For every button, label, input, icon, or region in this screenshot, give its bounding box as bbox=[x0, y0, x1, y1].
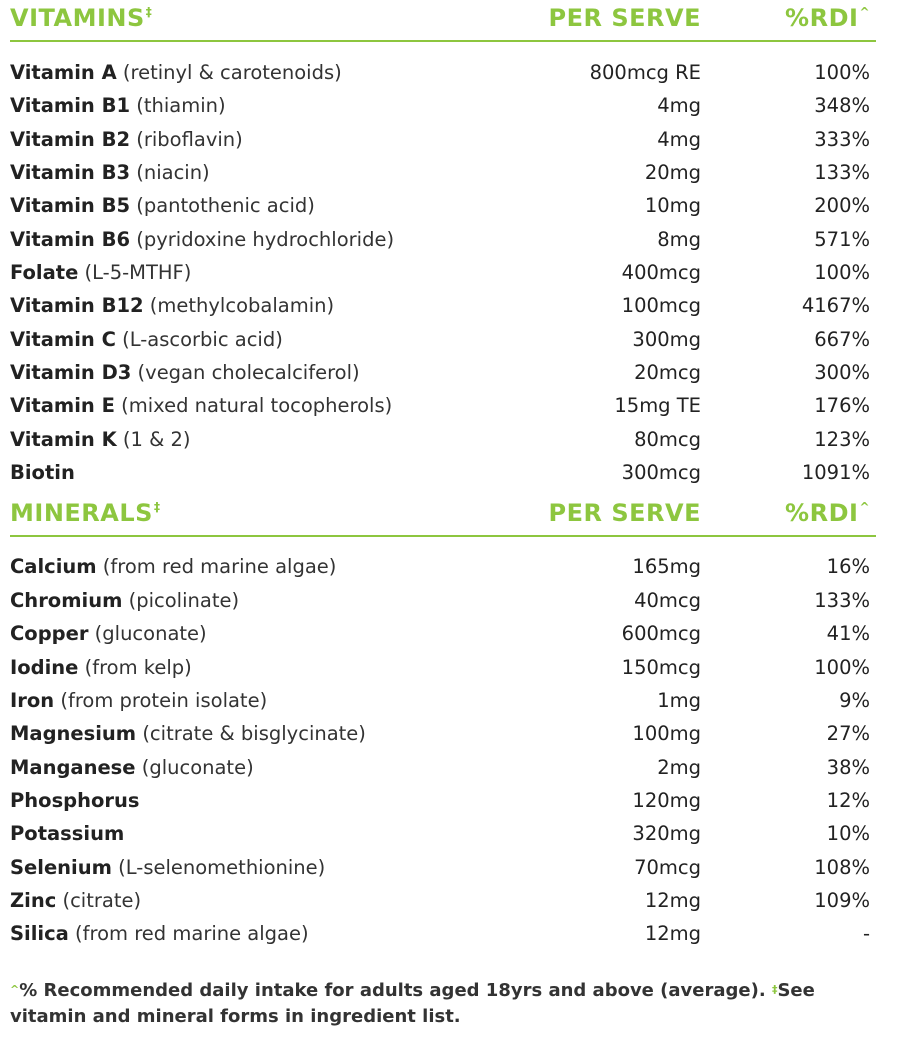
table-row bbox=[10, 389, 876, 422]
nutrient-form: (pantothenic acid) bbox=[130, 194, 315, 218]
nutrient-name bbox=[10, 784, 140, 817]
nutrient-main-name: Folate bbox=[10, 261, 79, 285]
nutrient-name bbox=[10, 851, 325, 884]
vitamins-rdi-mark: ^ bbox=[859, 5, 870, 19]
rdi-value: 100% bbox=[814, 655, 870, 679]
nutrient-form: (methylcobalamin) bbox=[143, 294, 335, 318]
table-row bbox=[10, 423, 876, 456]
per-serve-value: 20mcg bbox=[634, 361, 701, 385]
per-serve-value: 800mcg RE bbox=[589, 61, 701, 84]
nutrient-main-name: Vitamin B5 bbox=[10, 194, 131, 218]
rdi-value: 1091% bbox=[801, 461, 870, 485]
rdi-value: 9% bbox=[839, 688, 870, 712]
table-row bbox=[10, 323, 876, 356]
table-row bbox=[10, 751, 876, 784]
nutrient-name bbox=[10, 223, 394, 256]
footnote-rdi-text: % Recommended daily intake for adults aged 18yrs and above (average). bbox=[19, 980, 772, 1001]
nutrient-form: (L-5-MTHF) bbox=[78, 261, 192, 285]
nutrient-form: (from kelp) bbox=[78, 655, 192, 679]
minerals-title-mark: ‡ bbox=[153, 500, 161, 515]
rdi-value: 41% bbox=[826, 622, 870, 646]
per-serve-value: 10mg bbox=[644, 194, 701, 218]
nutrient-form: (citrate & bisglycinate) bbox=[136, 722, 366, 746]
per-serve-value: 100mg bbox=[632, 722, 701, 746]
per-serve-value: 4mg bbox=[657, 94, 701, 118]
minerals-per-serve-header: PER SERVE bbox=[548, 499, 701, 528]
nutrient-main-name: Vitamin B1 bbox=[10, 94, 131, 118]
nutrient-name bbox=[10, 617, 207, 650]
per-serve-value: 12mg bbox=[644, 922, 701, 946]
nutrient-main-name: Chromium bbox=[10, 588, 123, 612]
table-row bbox=[10, 717, 876, 750]
footnote-caret-mark: ^ bbox=[10, 983, 20, 996]
table-row bbox=[10, 56, 876, 89]
table-row bbox=[10, 89, 876, 122]
table-row bbox=[10, 256, 876, 289]
table-row bbox=[10, 356, 876, 389]
table-row bbox=[10, 917, 876, 950]
rdi-value: 4167% bbox=[801, 294, 870, 318]
rdi-value: 176% bbox=[814, 394, 870, 418]
nutrient-form: (1 & 2) bbox=[116, 427, 191, 451]
nutrient-main-name: Vitamin A bbox=[10, 61, 117, 84]
minerals-rdi-header: %RDI^ bbox=[785, 499, 870, 528]
table-row bbox=[10, 784, 876, 817]
nutrient-form: (L-selenomethionine) bbox=[111, 855, 326, 879]
footnote bbox=[10, 978, 880, 1030]
per-serve-value: 400mcg bbox=[621, 261, 701, 285]
rdi-value: 10% bbox=[826, 822, 870, 846]
nutrient-name bbox=[10, 389, 392, 422]
per-serve-value: 15mg TE bbox=[614, 394, 701, 418]
nutrient-name bbox=[10, 651, 192, 684]
nutrient-main-name: Zinc bbox=[10, 888, 57, 912]
per-serve-value: 70mcg bbox=[634, 855, 701, 879]
per-serve-value: 100mcg bbox=[621, 294, 701, 318]
rdi-value: 108% bbox=[814, 855, 870, 879]
nutrient-form: (picolinate) bbox=[122, 588, 240, 612]
rdi-value: 200% bbox=[814, 194, 870, 218]
rdi-value: 109% bbox=[814, 888, 870, 912]
footnote-dagger-mark: ‡ bbox=[771, 983, 778, 996]
nutrition-panel bbox=[10, 0, 876, 951]
minerals-table bbox=[10, 537, 876, 950]
table-row bbox=[10, 651, 876, 684]
nutrient-main-name: Iodine bbox=[10, 655, 79, 679]
nutrient-form: (from red marine algae) bbox=[96, 555, 337, 579]
table-row bbox=[10, 289, 876, 322]
nutrient-form: (retinyl & carotenoids) bbox=[116, 61, 342, 84]
nutrient-form: (niacin) bbox=[130, 161, 210, 185]
nutrient-form: (from red marine algae) bbox=[68, 922, 309, 946]
nutrient-main-name: Vitamin B6 bbox=[10, 227, 131, 251]
nutrient-name bbox=[10, 56, 342, 89]
nutrient-form: (citrate) bbox=[56, 888, 142, 912]
nutrient-name bbox=[10, 123, 243, 156]
rdi-value: 100% bbox=[814, 61, 870, 84]
nutrient-name bbox=[10, 550, 336, 583]
rdi-value: 300% bbox=[814, 361, 870, 385]
table-row bbox=[10, 884, 876, 917]
per-serve-value: 320mg bbox=[632, 822, 701, 846]
table-row bbox=[10, 584, 876, 617]
nutrient-form: (mixed natural tocopherols) bbox=[114, 394, 393, 418]
vitamins-per-serve-header: PER SERVE bbox=[548, 4, 701, 32]
nutrient-form: (L-ascorbic acid) bbox=[115, 327, 283, 351]
nutrient-name bbox=[10, 323, 283, 356]
per-serve-value: 1mg bbox=[657, 688, 701, 712]
footnote-forms-text: See vitamin and mineral forms in ingredient list. bbox=[10, 980, 815, 1027]
nutrient-name bbox=[10, 817, 124, 850]
table-row bbox=[10, 223, 876, 256]
rdi-value: 16% bbox=[826, 555, 870, 579]
nutrient-name bbox=[10, 423, 191, 456]
table-row bbox=[10, 550, 876, 583]
vitamins-title-mark: ‡ bbox=[145, 5, 153, 19]
nutrient-main-name: Calcium bbox=[10, 555, 97, 579]
nutrient-name bbox=[10, 456, 75, 489]
nutrient-main-name: Silica bbox=[10, 922, 69, 946]
nutrient-name bbox=[10, 356, 360, 389]
per-serve-value: 300mcg bbox=[621, 461, 701, 485]
rdi-value: 667% bbox=[814, 327, 870, 351]
nutrient-form: (from protein isolate) bbox=[54, 688, 268, 712]
per-serve-value: 80mcg bbox=[634, 427, 701, 451]
nutrient-main-name: Copper bbox=[10, 622, 89, 646]
vitamins-header bbox=[10, 0, 876, 42]
per-serve-value: 600mcg bbox=[621, 622, 701, 646]
rdi-value: 133% bbox=[814, 588, 870, 612]
nutrient-form: (gluconate) bbox=[135, 755, 254, 779]
nutrient-form: (thiamin) bbox=[130, 94, 226, 118]
table-row bbox=[10, 123, 876, 156]
rdi-value: 38% bbox=[826, 755, 870, 779]
nutrient-main-name: Magnesium bbox=[10, 722, 137, 746]
per-serve-value: 4mg bbox=[657, 127, 701, 151]
per-serve-value: 150mcg bbox=[621, 655, 701, 679]
nutrient-form: (vegan cholecalciferol) bbox=[131, 361, 360, 385]
vitamins-title: VITAMINS‡ bbox=[10, 4, 153, 32]
nutrient-main-name: Potassium bbox=[10, 822, 125, 846]
per-serve-value: 12mg bbox=[644, 888, 701, 912]
minerals-title: MINERALS‡ bbox=[10, 499, 161, 528]
vitamins-table bbox=[10, 42, 876, 489]
nutrient-name bbox=[10, 189, 315, 222]
per-serve-value: 165mg bbox=[632, 555, 701, 579]
minerals-header bbox=[10, 495, 876, 537]
nutrient-name bbox=[10, 684, 267, 717]
rdi-value: 571% bbox=[814, 227, 870, 251]
nutrient-name bbox=[10, 917, 309, 950]
nutrient-main-name: Biotin bbox=[10, 461, 75, 485]
minerals-rdi-mark: ^ bbox=[859, 500, 870, 515]
nutrient-main-name: Phosphorus bbox=[10, 788, 140, 812]
nutrient-name bbox=[10, 156, 210, 189]
per-serve-value: 120mg bbox=[632, 788, 701, 812]
nutrient-name bbox=[10, 256, 191, 289]
nutrient-name bbox=[10, 751, 254, 784]
nutrient-name bbox=[10, 584, 239, 617]
nutrient-name bbox=[10, 884, 141, 917]
nutrient-main-name: Vitamin B12 bbox=[10, 294, 144, 318]
rdi-value: 333% bbox=[814, 127, 870, 151]
table-row bbox=[10, 617, 876, 650]
table-row bbox=[10, 156, 876, 189]
nutrient-name bbox=[10, 289, 334, 322]
per-serve-value: 2mg bbox=[657, 755, 701, 779]
table-row bbox=[10, 684, 876, 717]
rdi-value: 123% bbox=[814, 427, 870, 451]
rdi-value: 100% bbox=[814, 261, 870, 285]
nutrient-main-name: Vitamin B3 bbox=[10, 161, 131, 185]
nutrient-main-name: Iron bbox=[10, 688, 55, 712]
rdi-value: 133% bbox=[814, 161, 870, 185]
nutrient-form: (pyridoxine hydrochloride) bbox=[130, 227, 395, 251]
nutrient-main-name: Manganese bbox=[10, 755, 136, 779]
nutrient-form: (riboflavin) bbox=[130, 127, 243, 151]
vitamins-rdi-header: %RDI^ bbox=[785, 4, 870, 32]
nutrient-main-name: Vitamin B2 bbox=[10, 127, 131, 151]
table-row bbox=[10, 456, 876, 489]
nutrient-form: (gluconate) bbox=[88, 622, 207, 646]
rdi-value: 348% bbox=[814, 94, 870, 118]
per-serve-value: 40mcg bbox=[634, 588, 701, 612]
per-serve-value: 300mg bbox=[632, 327, 701, 351]
nutrient-name bbox=[10, 89, 226, 122]
rdi-value: 27% bbox=[826, 722, 870, 746]
nutrient-main-name: Selenium bbox=[10, 855, 112, 879]
table-row bbox=[10, 189, 876, 222]
rdi-value: - bbox=[862, 922, 870, 946]
nutrient-main-name: Vitamin K bbox=[10, 427, 117, 451]
nutrient-main-name: Vitamin E bbox=[10, 394, 115, 418]
per-serve-value: 20mg bbox=[644, 161, 701, 185]
nutrient-main-name: Vitamin D3 bbox=[10, 361, 132, 385]
table-row bbox=[10, 851, 876, 884]
rdi-value: 12% bbox=[826, 788, 870, 812]
per-serve-value: 8mg bbox=[657, 227, 701, 251]
nutrient-name bbox=[10, 717, 366, 750]
table-row bbox=[10, 817, 876, 850]
nutrient-main-name: Vitamin C bbox=[10, 327, 116, 351]
